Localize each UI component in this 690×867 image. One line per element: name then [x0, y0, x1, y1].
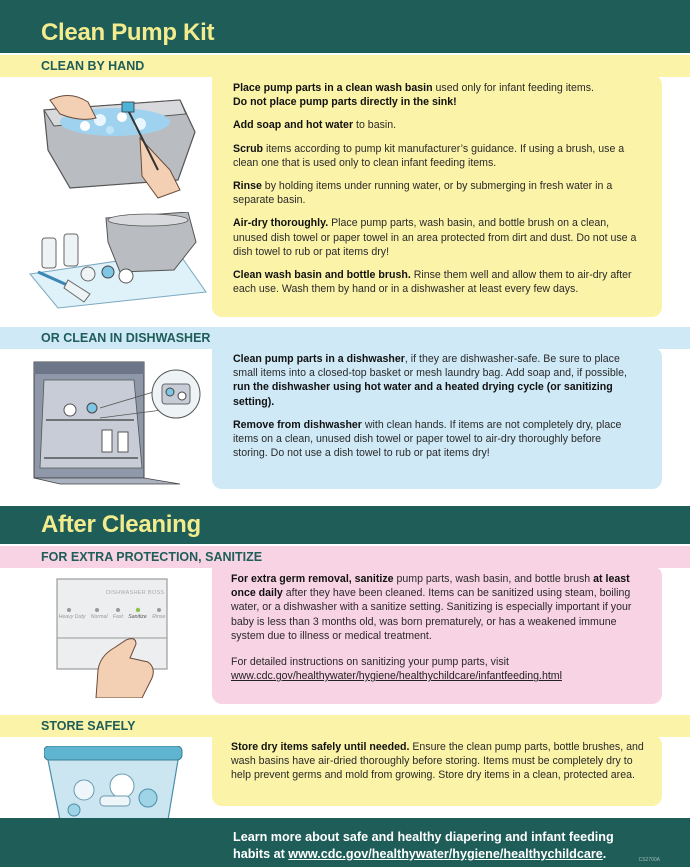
sanitize-instructions-link[interactable]: www.cdc.gov/healthywater/hygiene/healthychildcare/infantfeeding.html	[231, 670, 562, 683]
sanitize-text-1: pump parts, wash basin, and bottle brush	[393, 573, 594, 585]
footer-band	[0, 818, 690, 867]
hand-step-basin	[233, 81, 643, 109]
hand-step-basin-text: used only for infant feeding items.	[432, 82, 594, 94]
cycle-fast[interactable]: Fast	[112, 614, 123, 620]
sanitize-text-2: after they have been cleaned. Items can be sanitized using steam, boiling water, or a dishwasher with a sanitize setting. Sanitizing is especially important if your baby is less than 3 months old, was born prematurely, or has a weakened immune system due to illness or medical treatment.	[231, 587, 632, 642]
storage-container-illustration	[44, 746, 184, 820]
store-text: Ensure the clean pump parts, bottle brushes, and wash basins have air-dried thoroughly before storing. Items must be completely dry to help prevent germs and mold from growing. Store dry items in a clean, protected area.	[231, 741, 644, 782]
page-title: Clean Pump Kit	[41, 19, 215, 46]
hand-step-basin-warning: Do not place pump parts directly in the sink!	[233, 96, 457, 109]
hand-step-rinse-text: by holding items under running water, or by submerging in fresh water in a separate basin.	[233, 180, 613, 207]
cycle-normal[interactable]: Normal	[90, 614, 108, 620]
hand-step-air-dry-text: Place pump parts, wash basin, and bottle brush on a clean, unused dish towel or paper towel in an area protected from dirt and dust. Do not use a dish towel to rub or pat items dry!	[233, 217, 637, 258]
control-panel-graphic	[56, 578, 168, 698]
section-heading-dishwasher: OR CLEAN IN DISHWASHER	[0, 327, 690, 349]
hand-step-scrub-bold: Scrub	[233, 142, 264, 155]
dishwasher-step-remove	[233, 418, 633, 461]
after-cleaning-band	[0, 506, 690, 544]
footer-text	[233, 829, 614, 863]
hand-step-scrub-text: items according to pump kit manufacturer’s guidance. If using a brush, use a clean one that is used only to clean infant feeding items.	[233, 142, 625, 169]
store-bold: Store dry items safely until needed.	[231, 741, 410, 753]
dishwasher-text	[233, 352, 633, 469]
store-paragraph	[231, 740, 649, 783]
dishwasher-illustration	[30, 350, 210, 485]
hand-step-soap	[233, 118, 643, 132]
hand-step-rinse	[233, 179, 643, 207]
document-code: CS2700A	[638, 857, 660, 863]
footer-line-1: Learn more about safe and healthy diapering and infant feeding	[233, 830, 614, 844]
sanitize-illustration	[56, 578, 168, 698]
footer-link[interactable]: www.cdc.gov/healthywater/hygiene/healthychildcare	[288, 847, 603, 861]
cycle-sanitize[interactable]: Sanitize	[128, 614, 147, 620]
sanitize-link-intro: For detailed instructions on sanitizing your pump parts, visit	[231, 656, 509, 669]
cycle-heavy-duty[interactable]: Heavy Duty	[58, 614, 86, 620]
dishwasher-step-clean-bold: Clean pump parts in a dishwasher	[233, 353, 405, 365]
dishwasher-step-remove-text: with clean hands. If items are not completely dry, place items on a clean, unused dish towel or paper towel to air-dry thoroughly before storing. Do not use a dish towel to rub or pat items dry!	[233, 418, 622, 460]
footer-line-2-suffix: .	[602, 847, 607, 861]
cycle-rinse[interactable]: Rinse	[152, 614, 166, 620]
dishwasher-brand-label: DISHWASHER BOSS	[106, 590, 165, 596]
hand-step-clean-basin-bold: Clean wash basin and bottle brush.	[233, 269, 411, 282]
hand-step-air-dry-bold: Air-dry thoroughly.	[233, 217, 329, 230]
hand-step-scrub	[233, 142, 643, 170]
hand-step-clean-basin	[233, 268, 643, 296]
dishwasher-step-clean-text: , if they are dishwasher-safe. Be sure to place small items into a closed-top basket or mesh laundry bag. Add soap and, if possible,	[233, 353, 627, 380]
wash-basin-illustration	[30, 80, 205, 205]
sanitize-bold-1: For extra germ removal, sanitize	[231, 573, 394, 585]
dishwasher-step-clean-bold2: run the dishwasher using hot water and a heated drying cycle (or sanitizing setting).	[233, 381, 613, 408]
sanitize-bold-2: at least once daily	[231, 573, 630, 600]
section-heading-store-safely: STORE SAFELY	[0, 715, 690, 737]
hand-step-soap-text: to basin.	[353, 119, 397, 132]
section-heading-clean-by-hand: CLEAN BY HAND	[0, 55, 690, 77]
title-band	[0, 0, 690, 53]
store-safely-text	[231, 740, 649, 792]
sanitize-link-paragraph	[231, 655, 641, 683]
section-heading-sanitize: FOR EXTRA PROTECTION, SANITIZE	[0, 546, 690, 568]
sanitize-paragraph	[231, 572, 641, 643]
hand-step-rinse-bold: Rinse	[233, 180, 262, 193]
air-dry-illustration	[28, 212, 208, 310]
dishwasher-step-clean	[233, 352, 633, 409]
dishwasher-step-remove-bold: Remove from dishwasher	[233, 418, 362, 431]
hand-step-air-dry	[233, 216, 643, 259]
after-cleaning-title: After Cleaning	[41, 511, 201, 538]
footer-line-2-prefix: habits at	[233, 847, 289, 861]
hand-step-clean-basin-text: Rinse them well and allow them to air-dry after each use. Wash them by hand or in a dishwasher at least every few days.	[233, 269, 632, 296]
clean-by-hand-text	[233, 81, 643, 305]
hand-step-basin-bold: Place pump parts in a clean wash basin	[233, 82, 433, 94]
sanitize-text	[231, 572, 641, 692]
hand-step-soap-bold: Add soap and hot water	[233, 119, 354, 132]
cycle-buttons	[56, 614, 168, 620]
